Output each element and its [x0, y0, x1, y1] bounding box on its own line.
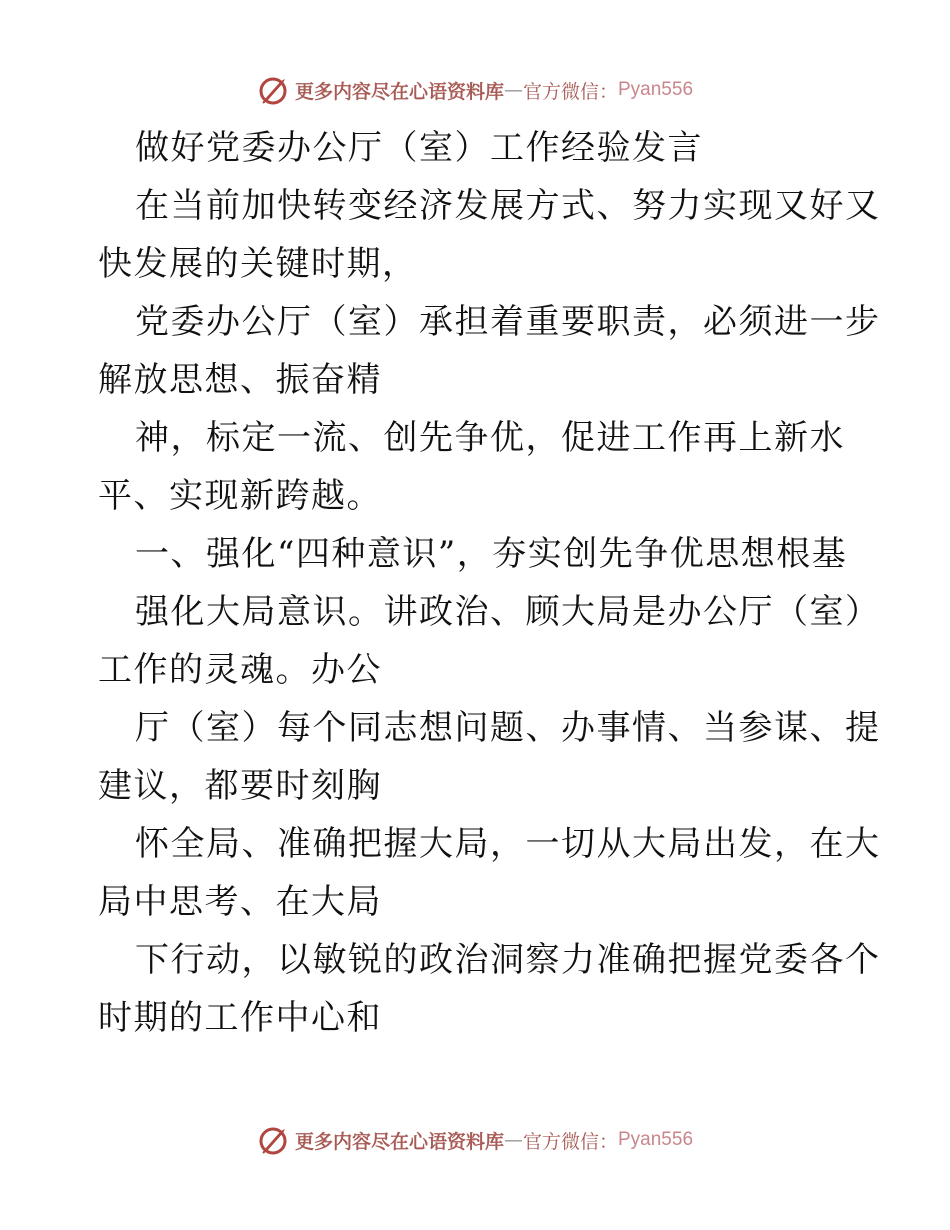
paragraph-line: 厅（室）每个同志想问题、办事情、当参谋、提	[135, 708, 881, 748]
quill-logo-icon	[257, 73, 291, 107]
header-watermark	[0, 70, 950, 110]
footer-watermark	[0, 1120, 950, 1160]
paragraph-line: 时期的工作中心和	[98, 998, 382, 1038]
watermark-dash: —	[503, 79, 523, 101]
paragraph-line: 解放思想、振奋精	[98, 360, 382, 400]
watermark-wechat-id: Pyan556	[618, 1129, 694, 1150]
watermark-wechat-id: Pyan556	[618, 79, 694, 100]
paragraph-line: 强化大局意识。讲政治、顾大局是办公厅（室）	[135, 592, 881, 632]
paragraph-line: 在当前加快转变经济发展方式、努力实现又好又	[135, 186, 881, 226]
watermark-dash: —	[503, 1129, 523, 1151]
paragraph-line: 快发展的关键时期，	[98, 244, 418, 284]
paragraph-line: 下行动，以敏锐的政治洞察力准确把握党委各个	[135, 940, 881, 980]
paragraph-line: 平、实现新跨越。	[98, 476, 382, 516]
document-title: 做好党委办公厅（室）工作经验发言	[135, 128, 703, 168]
paragraph-line: 神，标定一流、创先争优，促进工作再上新水	[135, 418, 845, 458]
section-heading: 一、强化“四种意识”，夯实创先争优思想根基	[135, 534, 848, 574]
watermark-wechat-label: 官方微信：	[522, 1130, 618, 1153]
watermark-text: 更多内容尽在心语资料库	[294, 80, 504, 103]
paragraph-line: 局中思考、在大局	[98, 882, 382, 922]
paragraph-line: 建议，都要时刻胸	[98, 766, 382, 806]
paragraph-line: 工作的灵魂。办公	[98, 650, 382, 690]
quill-logo-icon	[257, 1123, 291, 1157]
watermark-text: 更多内容尽在心语资料库	[294, 1130, 504, 1153]
watermark-wechat-label: 官方微信：	[522, 80, 618, 103]
paragraph-line: 怀全局、准确把握大局，一切从大局出发，在大	[135, 824, 881, 864]
paragraph-line: 党委办公厅（室）承担着重要职责，必须进一步	[135, 302, 881, 342]
